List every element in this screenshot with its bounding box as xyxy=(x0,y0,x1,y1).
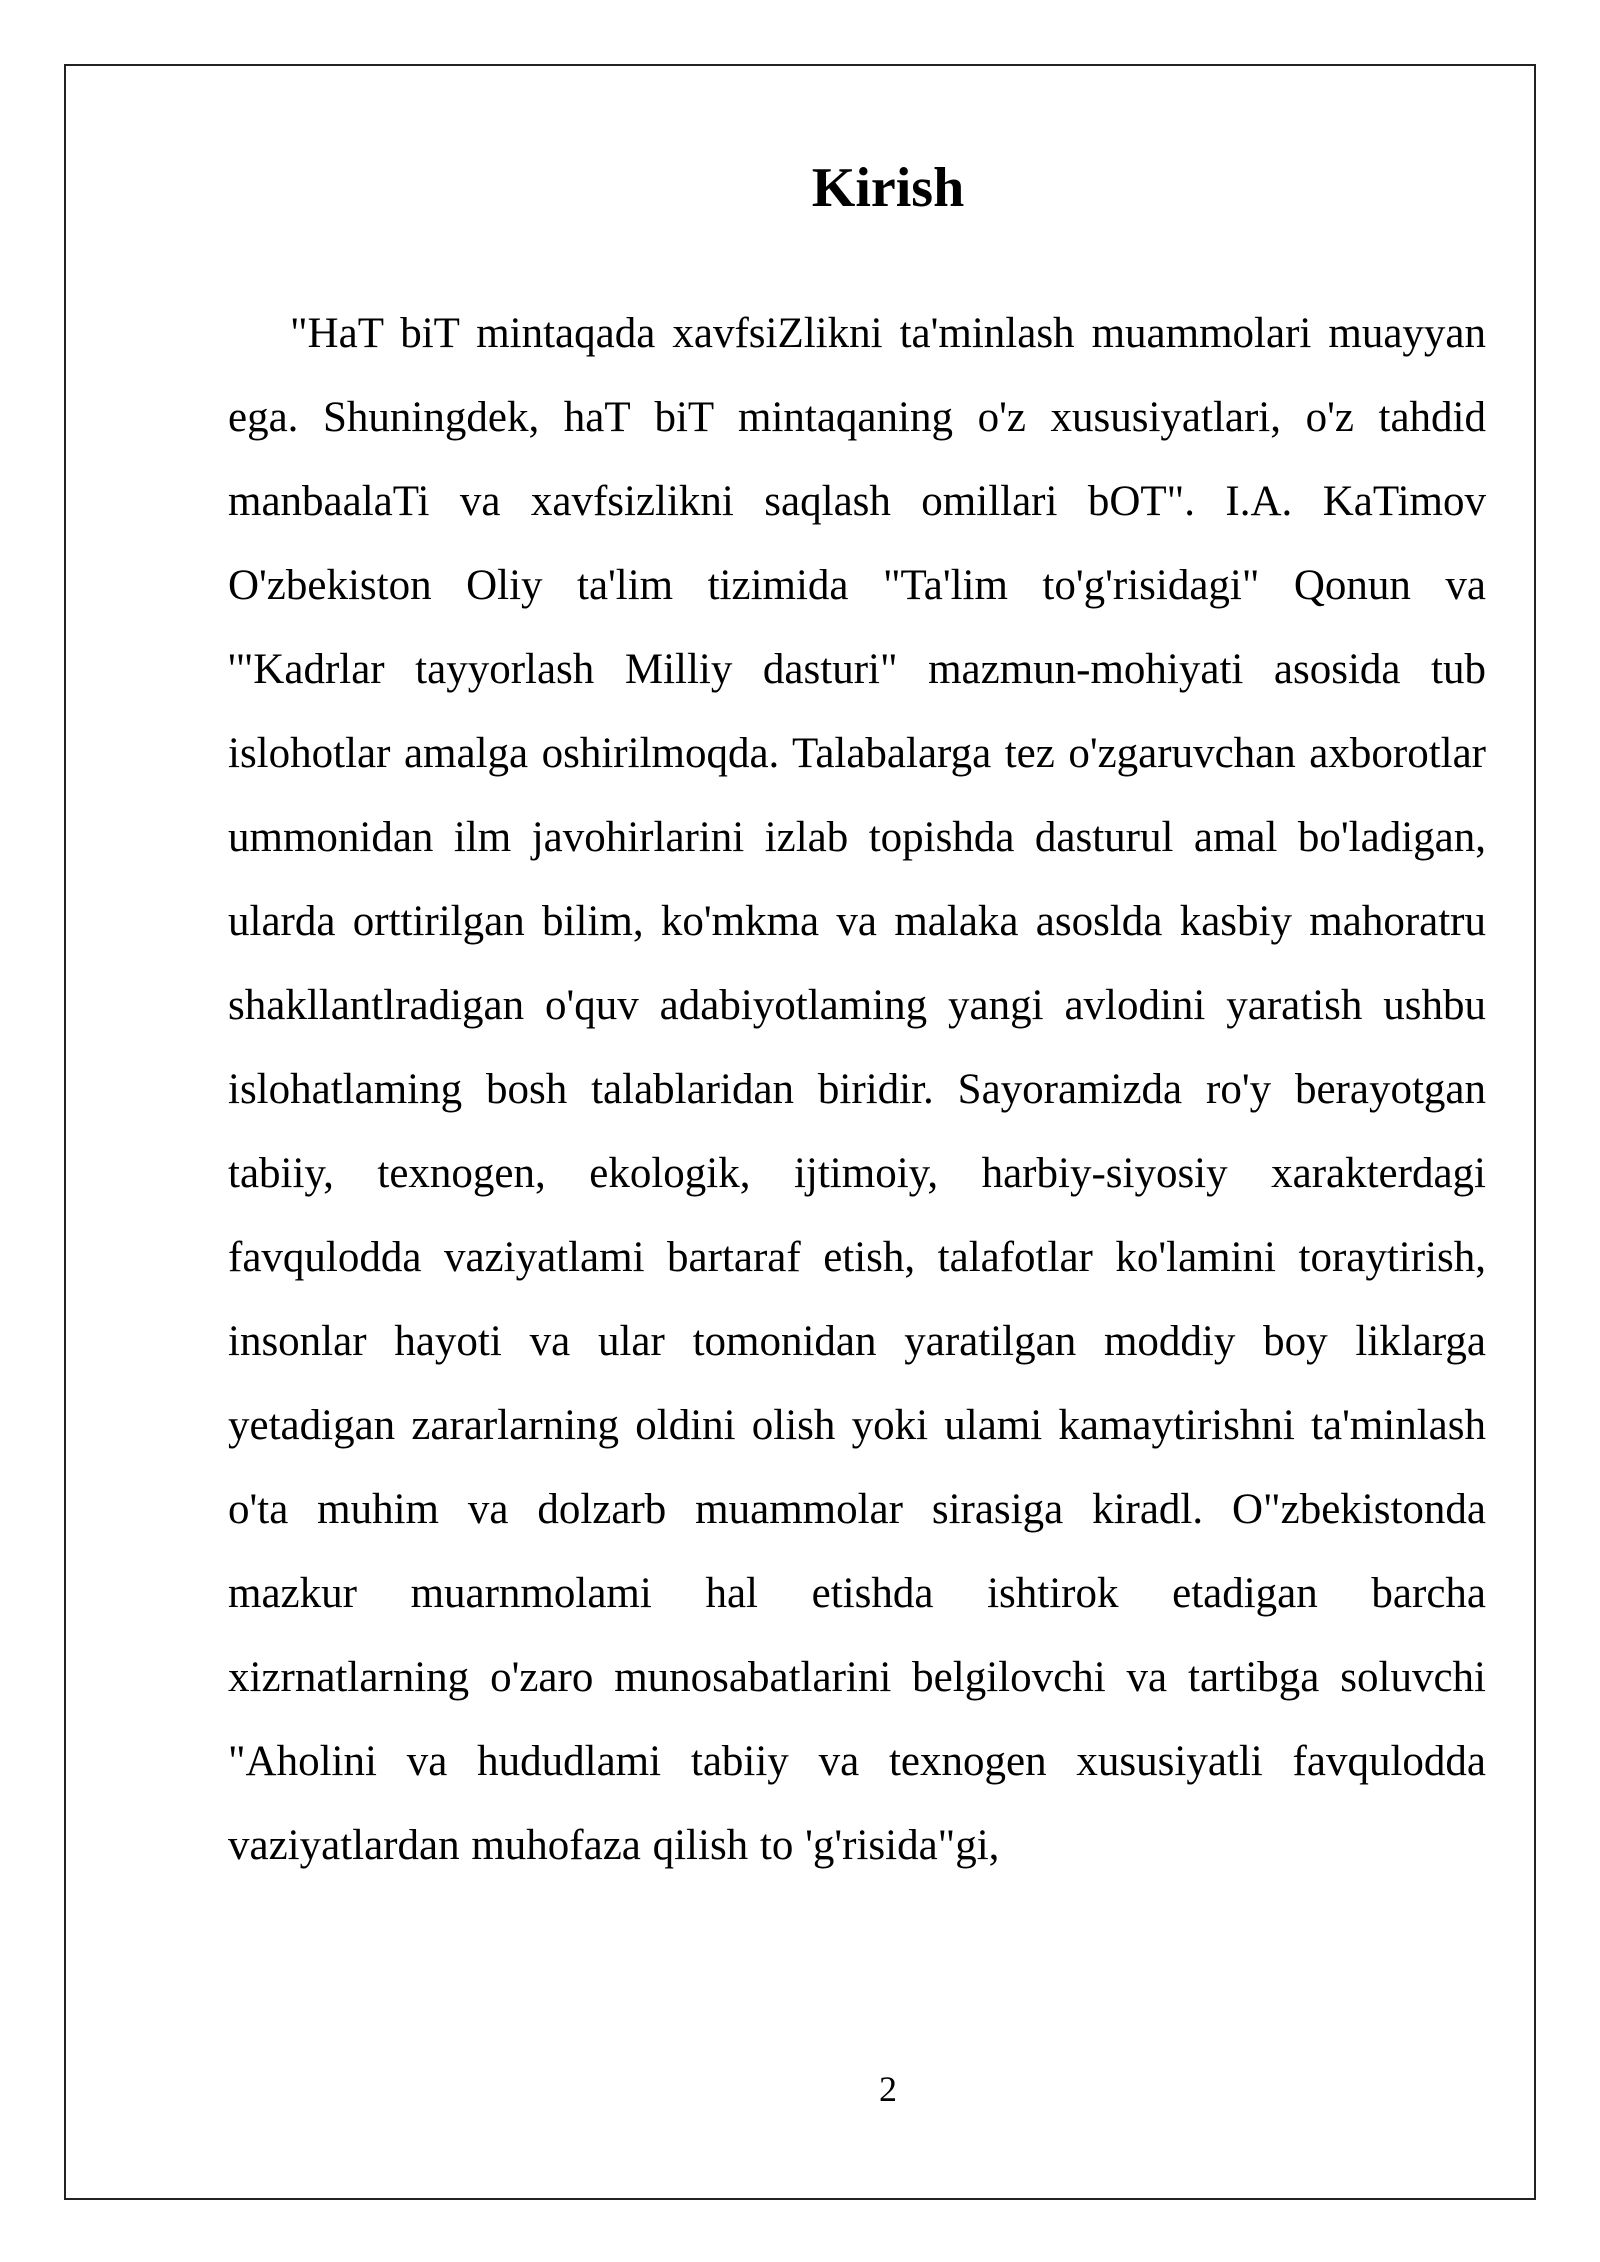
page-number: 2 xyxy=(879,2069,897,2109)
body-paragraph: "HaT biT mintaqada xavfsiZlikni ta'minlash muammolari muayyan ega. Shuningdek, haT biT mintaqaning o'z xususiyatlari, o'z tahdid manbaalaTi va xavfsizlikni saqlash omillari bOT". I.A. KaTimov O'zbekiston Oliy ta'lim tizimida "Ta'lim to'g'risidagi" Qonun va '"Kadrlar tayyorlash Milliy dasturi" mazmun-mohiyati asosida tub islohotlar amalga oshirilmoqda. Talabalarga tez o'zgaruvchan axborotlar ummonidan ilm javohirlarini izlab topishda dasturul amal bo'ladigan, ularda orttirilgan bilim, ko'mkma va malaka asoslda kasbiy mahoratru shakllantlradigan o'quv adabiyotlaming yangi avlodini yaratish ushbu islohatlaming bosh talablaridan biridir. Sayoramizda ro'y berayotgan tabiiy, texnogen, ekologik, ijtimoiy, harbiy-siyosiy xarakterdagi favqulodda vaziyatlami bartaraf etish, talafotlar ko'lamini toraytirish, insonlar hayoti va ular tomonidan yaratilgan moddiy boy liklarga yetadigan zararlarning oldini olish yoki ulami kamaytirishni ta'minlash o'ta muhim va dolzarb muammolar sirasiga kiradl. O"zbekistonda mazkur muarnmolami hal etishda ishtirok etadigan barcha xizrnatlarning o'zaro munosabatlarini belgilovchi va tartibga soluvchi "Aholini va hududlami tabiiy va texnogen xususiyatli favqulodda vaziyatlardan muhofaza qilish to 'g'risida"gi, xyxy=(228,310,1486,1869)
page-title: Kirish xyxy=(811,157,965,219)
